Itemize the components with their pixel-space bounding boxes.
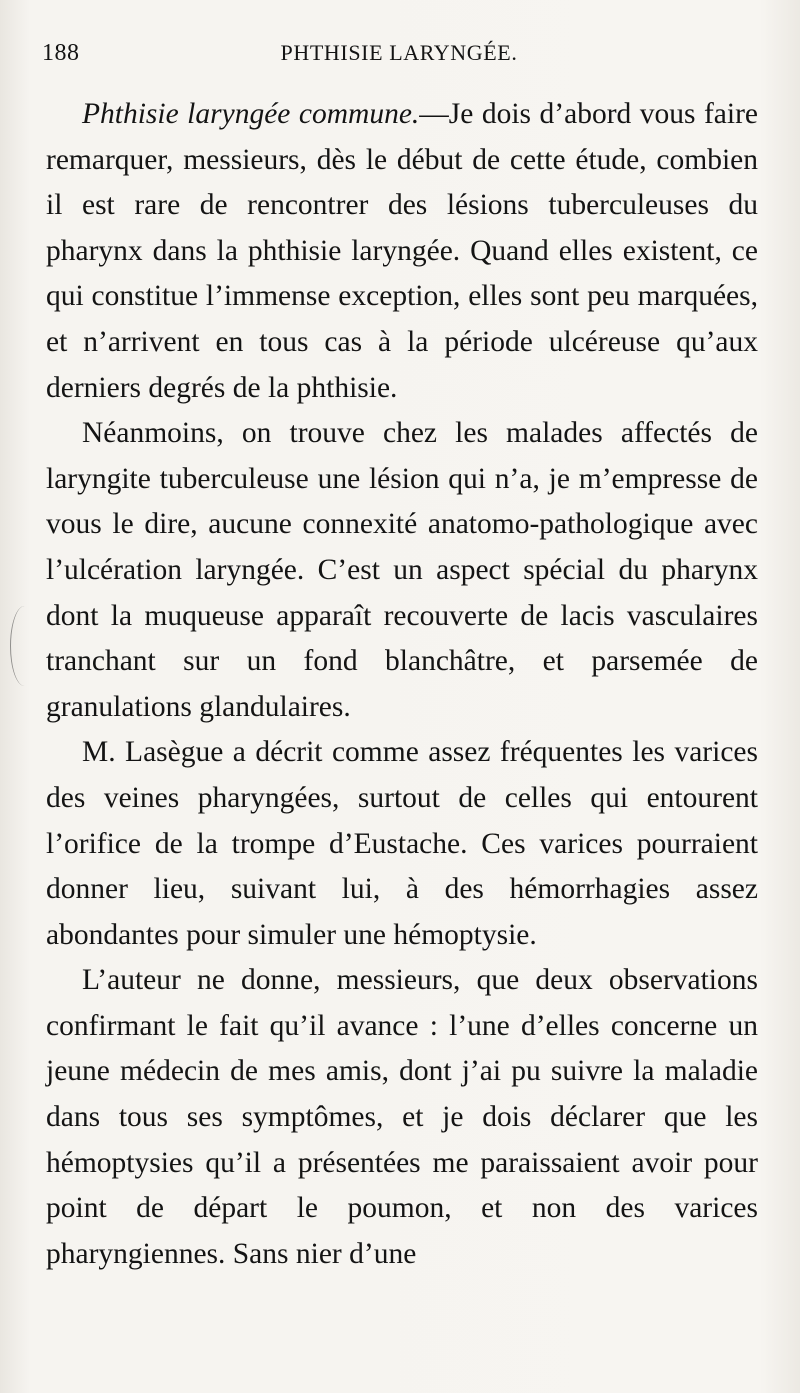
paragraph-4-text: L’auteur ne donne, messieurs, que deux observations confirmant le fait qu’il avance : l’une d’elles concerne un jeune médecin de mes amis, dont j’ai pu suivre la maladie dans tous ses symptômes, et je dois déclarer que les hémoptysies qu’il a présentées me paraissaient avoir pour point de départ le poumon, et non des varices pharyngiennes. Sans nier d’une (46, 964, 758, 1270)
paragraph-1-text: —Je dois d’abord vous faire remarquer, messieurs, dès le début de cette étude, combien il est rare de rencontrer des lésions tuberculeuses du pharynx dans la phthisie laryngée. Quand elles existent, ce qui constitue l’immense exception, elles sont peu marquées, et n’arrivent en tous cas à la période ulcéreuse qu’aux derniers degrés de la phthisie. (46, 98, 758, 404)
page-header (42, 40, 756, 80)
paragraph-3 (46, 730, 758, 958)
paragraph-4 (46, 958, 758, 1277)
paragraph-2 (46, 411, 758, 730)
body-text (46, 92, 758, 1277)
page-number: 188 (42, 40, 80, 66)
paragraph-3-text: M. Lasègue a décrit comme assez fréquentes les varices des veines pharyngées, surtout de celles qui entourent l’orifice de la trompe d’Eustache. Ces varices pourraient donner lieu, suivant lui, à des hémorrhagies assez abondantes pour simuler une hémoptysie. (46, 736, 758, 951)
running-title: PHTHISIE LARYNGÉE. (280, 40, 518, 65)
margin-pencil-mark (10, 606, 39, 686)
paragraph-1 (46, 92, 758, 411)
section-heading-inline: Phthisie laryngée commune. (82, 98, 420, 130)
paragraph-2-text: Néanmoins, on trouve chez les malades affectés de laryngite tuberculeuse une lésion qui n’a, je m’empresse de vous le dire, aucune connexité anatomo-pathologique avec l’ulcération laryngée. C’est un aspect spécial du pharynx dont la muqueuse apparaît recouverte de lacis vasculaires tranchant sur un fond blanchâtre, et parsemée de granulations glandulaires. (46, 417, 758, 723)
